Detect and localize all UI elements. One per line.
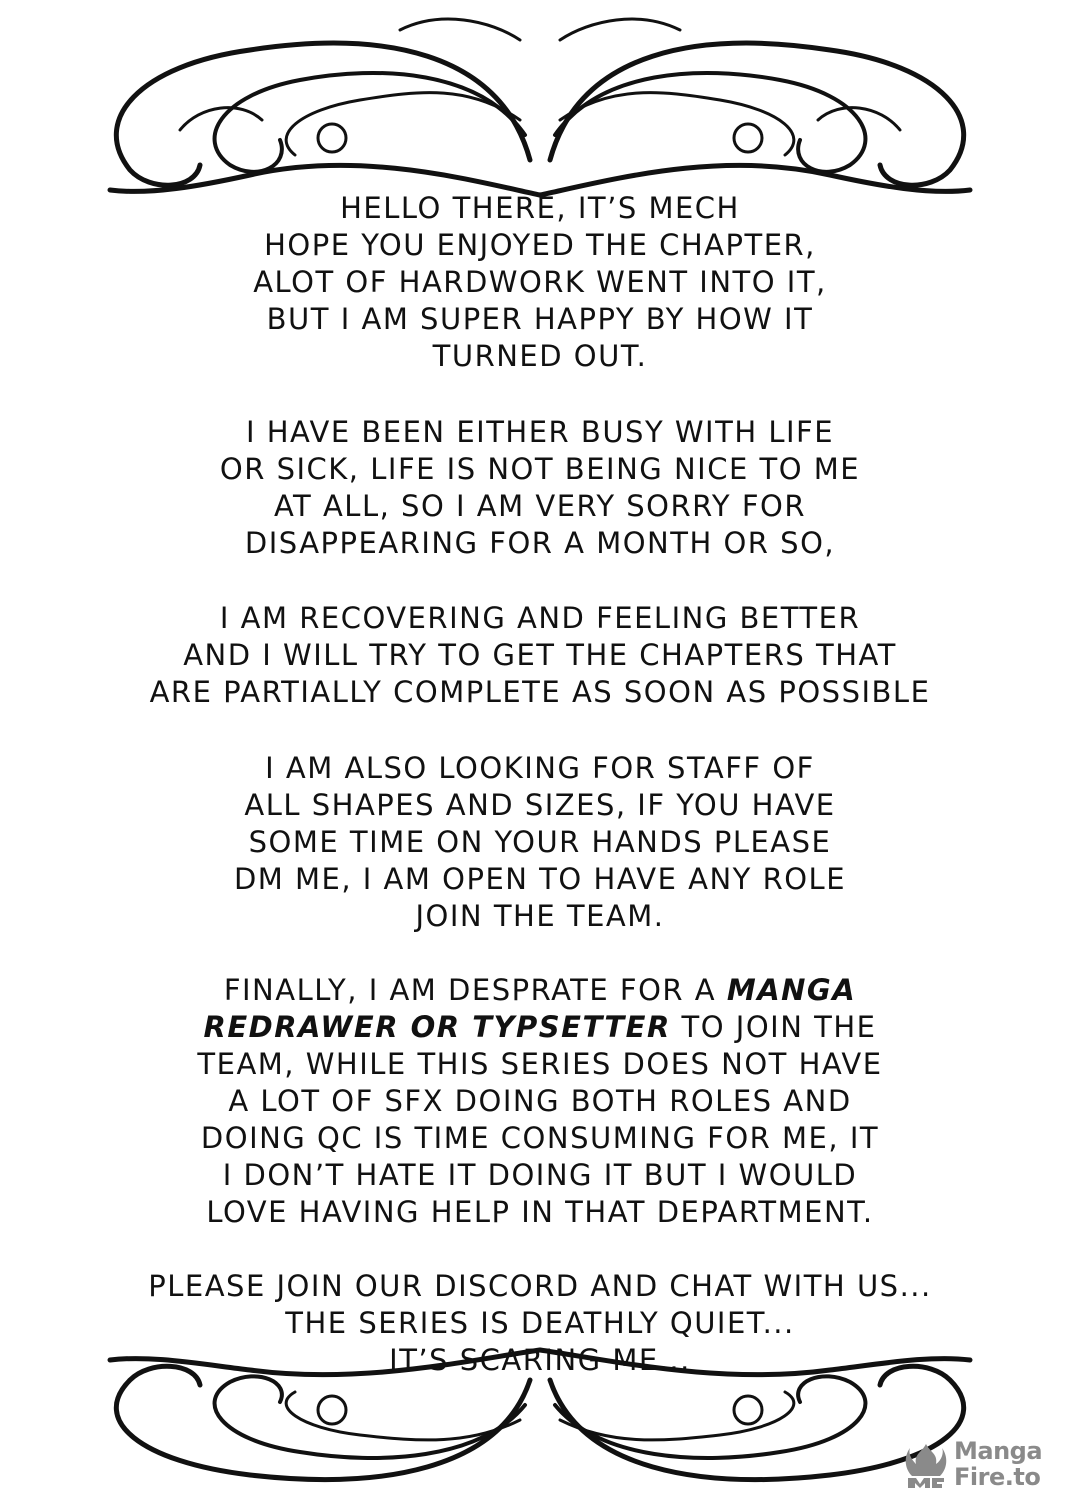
text-line: DISAPPEARING FOR A MONTH OR SO,	[244, 526, 836, 560]
paragraph-apology	[40, 414, 1040, 562]
text-line: LOVE HAVING HELP IN THAT DEPARTMENT.	[206, 1195, 874, 1229]
text-line	[40, 972, 1040, 1009]
mangafire-watermark	[902, 1436, 1062, 1494]
text-fragment: TO JOIN THE	[681, 1010, 877, 1044]
text-line: PLEASE JOIN OUR DISCORD AND CHAT WITH US...	[148, 1269, 932, 1303]
text-line: BUT I AM SUPER HAPPY BY HOW IT	[266, 302, 814, 336]
text-line: IT’S SCARING ME...	[389, 1343, 691, 1377]
paragraph-staff-request	[40, 750, 1040, 935]
watermark-brand-line-1: Manga	[954, 1437, 1043, 1465]
text-fragment: FINALLY, I AM DESPRATE FOR A	[223, 973, 717, 1007]
paragraph-recovery	[40, 600, 1040, 711]
text-line: JOIN THE TEAM.	[415, 899, 665, 933]
emphasis-text: REDRAWER OR TYPSETTER	[203, 1010, 671, 1044]
text-line: I DON’T HATE IT DOING IT BUT I WOULD	[222, 1158, 858, 1192]
text-line: A LOT OF SFX DOING BOTH ROLES AND	[228, 1084, 852, 1118]
text-line: TURNED OUT.	[432, 339, 648, 373]
text-line: OR SICK, LIFE IS NOT BEING NICE TO ME	[219, 452, 861, 486]
emphasis-text: MANGA	[726, 973, 857, 1007]
watermark-brand-line-2: Fire.to	[954, 1463, 1041, 1491]
text-line: DOING QC IS TIME CONSUMING FOR ME, IT	[200, 1121, 880, 1155]
text-line: I HAVE BEEN EITHER BUSY WITH LIFE	[245, 415, 835, 449]
mangafire-logo-icon	[902, 1442, 950, 1490]
text-line: AT ALL, SO I AM VERY SORRY FOR	[273, 489, 807, 523]
text-line: DM ME, I AM OPEN TO HAVE ANY ROLE	[233, 862, 847, 896]
text-line: ALL SHAPES AND SIZES, IF YOU HAVE	[244, 788, 836, 822]
text-line: ALOT OF HARDWORK WENT INTO IT,	[253, 265, 827, 299]
text-line: HELLO THERE, IT’S MECH	[340, 191, 740, 225]
text-line: SOME TIME ON YOUR HANDS PLEASE	[248, 825, 832, 859]
text-line: I AM RECOVERING AND FEELING BETTER	[219, 601, 861, 635]
text-line: TEAM, WHILE THIS SERIES DOES NOT HAVE	[197, 1047, 883, 1081]
text-line: HOPE YOU ENJOYED THE CHAPTER,	[264, 228, 816, 262]
text-line: AND I WILL TRY TO GET THE CHAPTERS THAT	[183, 638, 897, 672]
text-line: ARE PARTIALLY COMPLETE AS SOON AS POSSIBLE	[149, 675, 931, 709]
text-line: I AM ALSO LOOKING FOR STAFF OF	[265, 751, 815, 785]
paragraph-redrawer-request	[40, 972, 1040, 1231]
text-line: THE SERIES IS DEATHLY QUIET...	[285, 1306, 795, 1340]
top-flourish-ornament-icon	[0, 10, 1080, 200]
paragraph-greeting	[40, 190, 1040, 375]
text-line	[40, 1009, 1040, 1046]
